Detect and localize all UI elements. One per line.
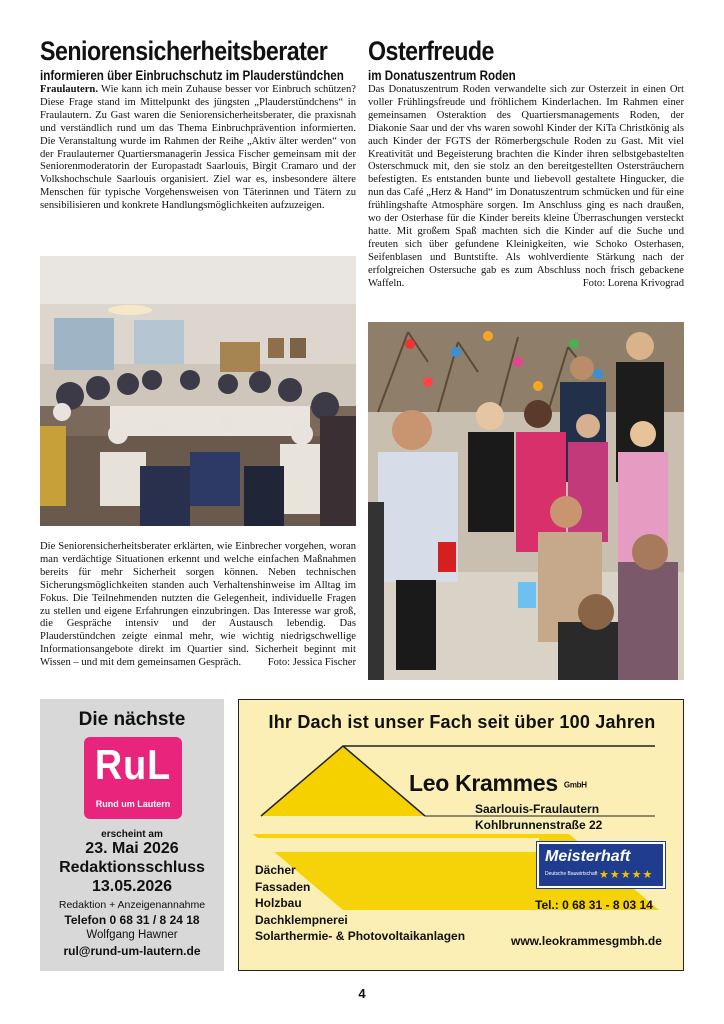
service-item: Dächer [255,863,296,877]
krammes-website-link[interactable]: www.leokrammesgmbh.de [511,934,662,948]
rul-appears-label: erscheint am [101,829,163,840]
service-item: Holzbau [255,896,302,910]
rul-logo-text: RuL [94,741,172,788]
article2-paragraph-1-text: Das Donatuszentrum Roden verwandelte sich zur Osterzeit in einen Ort voller Frühlingsfreude und fröhlichem Kinderlachen. Im Rahmen einer gemeinsamen Osteraktion des Quartiersmanagements Roden, der Diakonie Saar und der vhs waren sowohl Kinder der KiTa Christkönig als auch Kinder der FGTS der Römerbergschule Roden zu Gast. Mit viel Kreativität und Begeisterung brachten die Kinder ihren selbstgebastelten Osterschmuck mit, den sie stolz an den bereitgestellten Ostersträuchern befestigten. Es entstanden bunte und liebevoll gestaltete Hingucker, die nun das Café „Herz & Hand“ im Donatuszentrum schmücken und für eine frühlingshafte Atmosphäre sorgen. Im Anschluss ging es nach draußen, wo der Osterhase für die Kinder bereits kleine Überraschungen versteckt hatte. Mit großem Spaß machten sich die Kinder auf die Suche und freuten sich über gefundene Kleinigkeiten, wie Schoko Osterhasen, Seifenblasen und Buntstifte. Als wohlverdiente Stärkung nach der erfolgreichen Ostersuche gab es zum Abschluss noch frisch gebackene Waffeln. [368,84,684,289]
article1-paragraph-2-text: Die Seniorensicherheitsberater erklärten, wie Einbrecher vorgehen, woran man verdächtige Situationen erkennt und welche einfachen Maßnahmen bereits für mehr Sicherheit sorgen können. Neben technischen Sicherungsmöglichkeiten standen auch Verhaltenshinweise im Alltag im Fokus. Die Teilnehmenden nutzten die Gelegenheit, individuelle Fragen zu stellen und eigene Erfahrungen einzubringen. Das Interesse war groß, die Gespräche intensiv und der Austausch lebendig. Das Plauderstündchen zeigte einmal mehr, wie wichtig niedrigschwellige Informationsangebote direkt im Quartier sind. Sicherheit beginnt mit Wissen – und mit dem gemeinsamen Gespräch. [40,541,356,669]
krammes-city: Saarlouis-Fraulautern [475,802,600,816]
service-item: Fassaden [255,879,311,894]
article2-subhead: im Donatuszentrum Roden [368,68,516,83]
article1-photo-credit: Foto: Jessica Fischer [267,657,356,669]
rul-logo [84,737,182,819]
krammes-ad-box [238,699,684,971]
service-item: Solarthermie- & Photovoltaikanlagen [255,929,466,943]
article2-paragraph-1 [368,84,684,291]
krammes-headline: Ihr Dach ist unser Fach seit über 100 Jahren [268,712,656,732]
rul-deadline-date: 13.05.2026 [91,878,173,895]
article1-subhead: informieren über Einbruchschutz im Plauderstündchen [40,68,344,83]
article1-paragraph-2 [40,541,356,670]
krammes-street: Kohlbrunnenstraße 22 [475,818,603,832]
rul-logo-subtitle: Rund um Lautern [95,799,171,809]
krammes-company-name [409,770,587,797]
krammes-services-list [255,862,465,945]
rul-note: Redaktion + Anzeigenannahme [58,899,206,911]
article1-photo-seniors [40,256,356,526]
service-item: Dachklempnerei [255,912,348,927]
article2-headline: Osterfreude [368,36,494,66]
star-icon-row: ★★★★★ [599,869,654,881]
rul-contact: Wolfgang Hawner [86,929,178,941]
rul-email-link[interactable]: rul@rund-um-lautern.de [63,944,201,958]
rul-title: Die nächste [78,709,186,730]
rul-next-issue-box [40,699,224,971]
article2-photo-children [368,322,684,680]
article1-paragraph-1-text: Wie kann ich mein Zuhause besser vor Einbruch schützen? Diese Frage stand im Mittelpunkt des jüngsten „Plauderstündchens“ in Fraulautern. Zu Gast waren die Seniorensicherheitsberater, die praxisnah und verständlich rund um das Thema Einbruchprävention informierten. Die Veranstaltung wurde im Rahmen der Reihe „Aktiv älter werden“ von der Fraulauterner Quartiersmanagerin Jessica Fischer gemeinsam mit der Seniorenmoderatorin der Europastadt Saarlouis, Birgit Cramaro und der Volkshochschule Saarlouis organisiert. Ziel war es, insbesondere ältere Menschen für typische Vorgehensweisen von Täterinnen und Tätern zu sensibilisieren und konkrete Handlungsmöglichkeiten aufzuzeigen. [40,84,356,212]
krammes-company-suffix: GmbH [563,780,587,790]
rul-phone: Telefon 0 68 31 / 8 24 18 [64,913,200,927]
meisterhaft-title: Meisterhaft [545,848,631,865]
page-number: 4 [358,986,366,1001]
article1-headline: Seniorensicherheitsberater [40,36,328,66]
article2-photo-credit: Foto: Lorena Krivograd [582,277,684,289]
article1-dateline: Fraulautern. [40,84,98,95]
rul-deadline-label: Redaktionsschluss [59,859,205,876]
krammes-company: Leo Krammes [409,770,558,796]
krammes-phone: Tel.: 0 68 31 - 8 03 14 [535,898,653,912]
meisterhaft-badge [537,842,665,888]
article1-paragraph-1 [40,84,356,213]
meisterhaft-subtitle: Deutsche Bauwirtschaft [545,871,598,877]
rul-issue-date: 23. Mai 2026 [85,840,179,857]
